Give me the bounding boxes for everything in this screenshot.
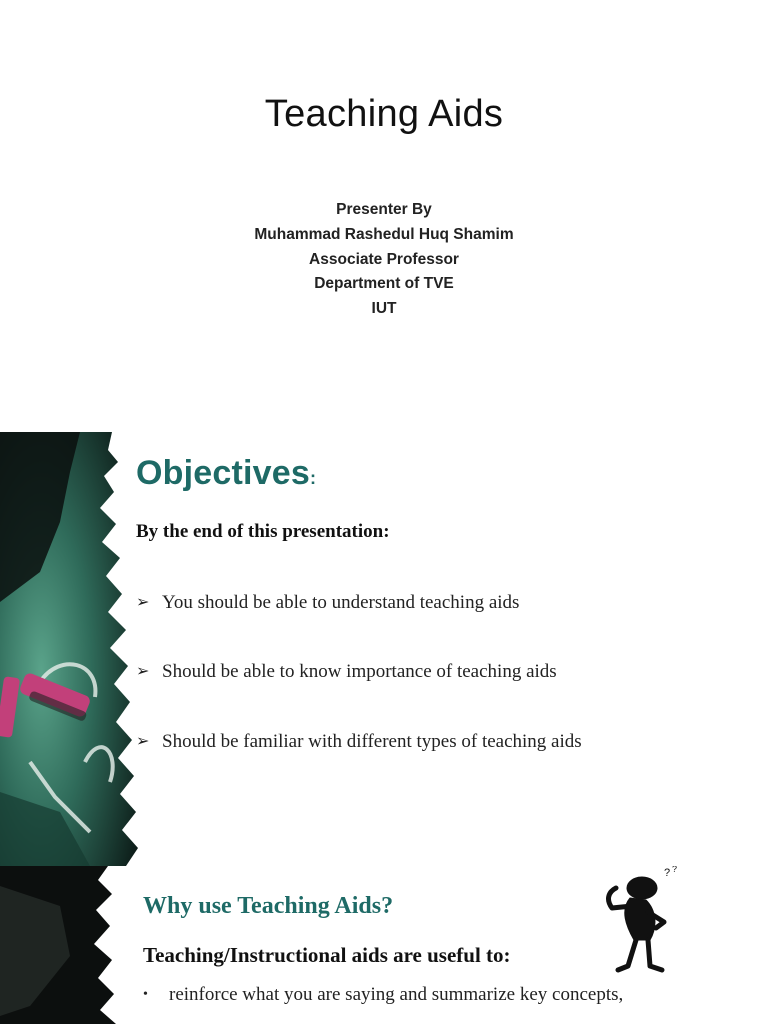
why-heading: Why use Teaching Aids? <box>143 893 394 919</box>
objective-bullet: ➢ Should be familiar with different types of teaching aids <box>136 731 582 752</box>
objectives-heading: Objectives: <box>136 454 317 492</box>
presenter-name: Muhammad Rashedul Huq Shamim <box>254 225 514 243</box>
slide-title: Teaching Aids <box>264 93 504 136</box>
thinking-person-icon <box>598 866 688 976</box>
title-slide <box>0 0 768 432</box>
svg-text:?: ? <box>664 867 671 879</box>
objective-bullet: ➢ Should be able to know importance of teaching aids <box>136 661 557 682</box>
objectives-slide <box>0 432 768 866</box>
arrow-bullet-icon: ➢ <box>136 594 150 611</box>
presenter-department: Department of TVE <box>314 275 454 293</box>
presenter-position: Associate Professor <box>309 250 459 268</box>
objective-bullet: ➢ You should be able to understand teaching aids <box>136 592 520 613</box>
objectives-intro: By the end of this presentation: <box>136 521 390 542</box>
why-intro: Teaching/Instructional aids are useful to: <box>143 943 511 967</box>
objectives-heading-suffix: : <box>309 468 317 488</box>
presenter-institution: IUT <box>371 300 397 318</box>
svg-text:?: ? <box>672 866 678 874</box>
presenter-block <box>0 198 768 322</box>
presenter-label: Presenter By <box>336 201 432 218</box>
chalkboard-edge-image <box>0 866 140 1024</box>
arrow-bullet-icon: ➢ <box>136 733 150 750</box>
arrow-bullet-icon: ➢ <box>136 663 150 680</box>
dot-bullet-icon: • <box>143 987 148 1002</box>
chalkboard-edge-image <box>0 432 160 866</box>
why-bullet: • reinforce what you are saying and summarize key concepts, <box>143 984 624 1005</box>
